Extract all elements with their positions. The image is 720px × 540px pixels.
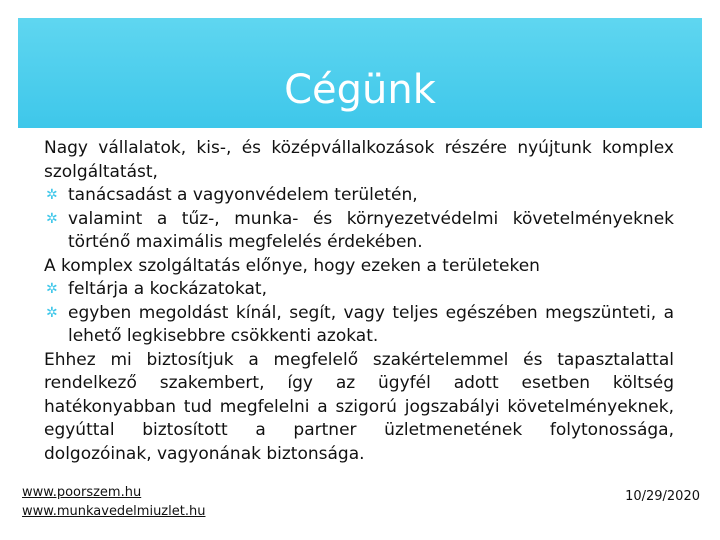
asterisk-bullet-icon: ✲	[46, 304, 58, 321]
slide-title: Cégünk	[284, 67, 436, 113]
asterisk-bullet-icon: ✲	[46, 210, 58, 227]
bullet-item	[44, 184, 674, 208]
munkavedelmiuzlet-link[interactable]: www.munkavedelmiuzlet.hu	[22, 504, 206, 519]
intro-paragraph: Nagy vállalatok, kis-, és középvállalkozások részére nyújtunk komplex szolgáltatást,	[44, 138, 674, 182]
bullet-text: feltárja a kockázatokat,	[68, 279, 267, 299]
footer-links	[22, 483, 205, 521]
bullet-item	[44, 302, 674, 349]
asterisk-bullet-icon: ✲	[46, 281, 58, 297]
bullet-text: tanácsadást a vagyonvédelem területén,	[68, 185, 418, 205]
closing-paragraph: Ehhez mi biztosítjuk a megfelelő szakértelemmel és tapasztalattal rendelkező szakembert, így az ügyfél adott esetben költség hatékonyabban tud megfelelni a szigorú jogszabályi követelményeknek, egyúttal biztosított a partner üzletmenetének folytonossága, dolgozóinak, vagyonának biztonsága.	[44, 349, 674, 464]
bullet-text: valamint a tűz-, munka- és környezetvédelmi követelményeknek történő maximális megfelelés érdekében.	[68, 208, 674, 252]
slide-body	[44, 137, 674, 466]
poorszem-link[interactable]: www.poorszem.hu	[22, 485, 142, 500]
bullet-text: egyben megoldást kínál, segít, vagy teljes egészében megszünteti, a lehető legkisebbre csökkenti azokat.	[68, 302, 674, 346]
bullet-item	[44, 278, 674, 302]
asterisk-bullet-icon: ✲	[46, 187, 58, 203]
title-banner	[18, 18, 702, 128]
bullet-item	[44, 208, 674, 255]
slide-date: 10/29/2020	[625, 489, 700, 504]
middle-paragraph: A komplex szolgáltatás előnye, hogy ezeken a területeken	[44, 255, 540, 276]
